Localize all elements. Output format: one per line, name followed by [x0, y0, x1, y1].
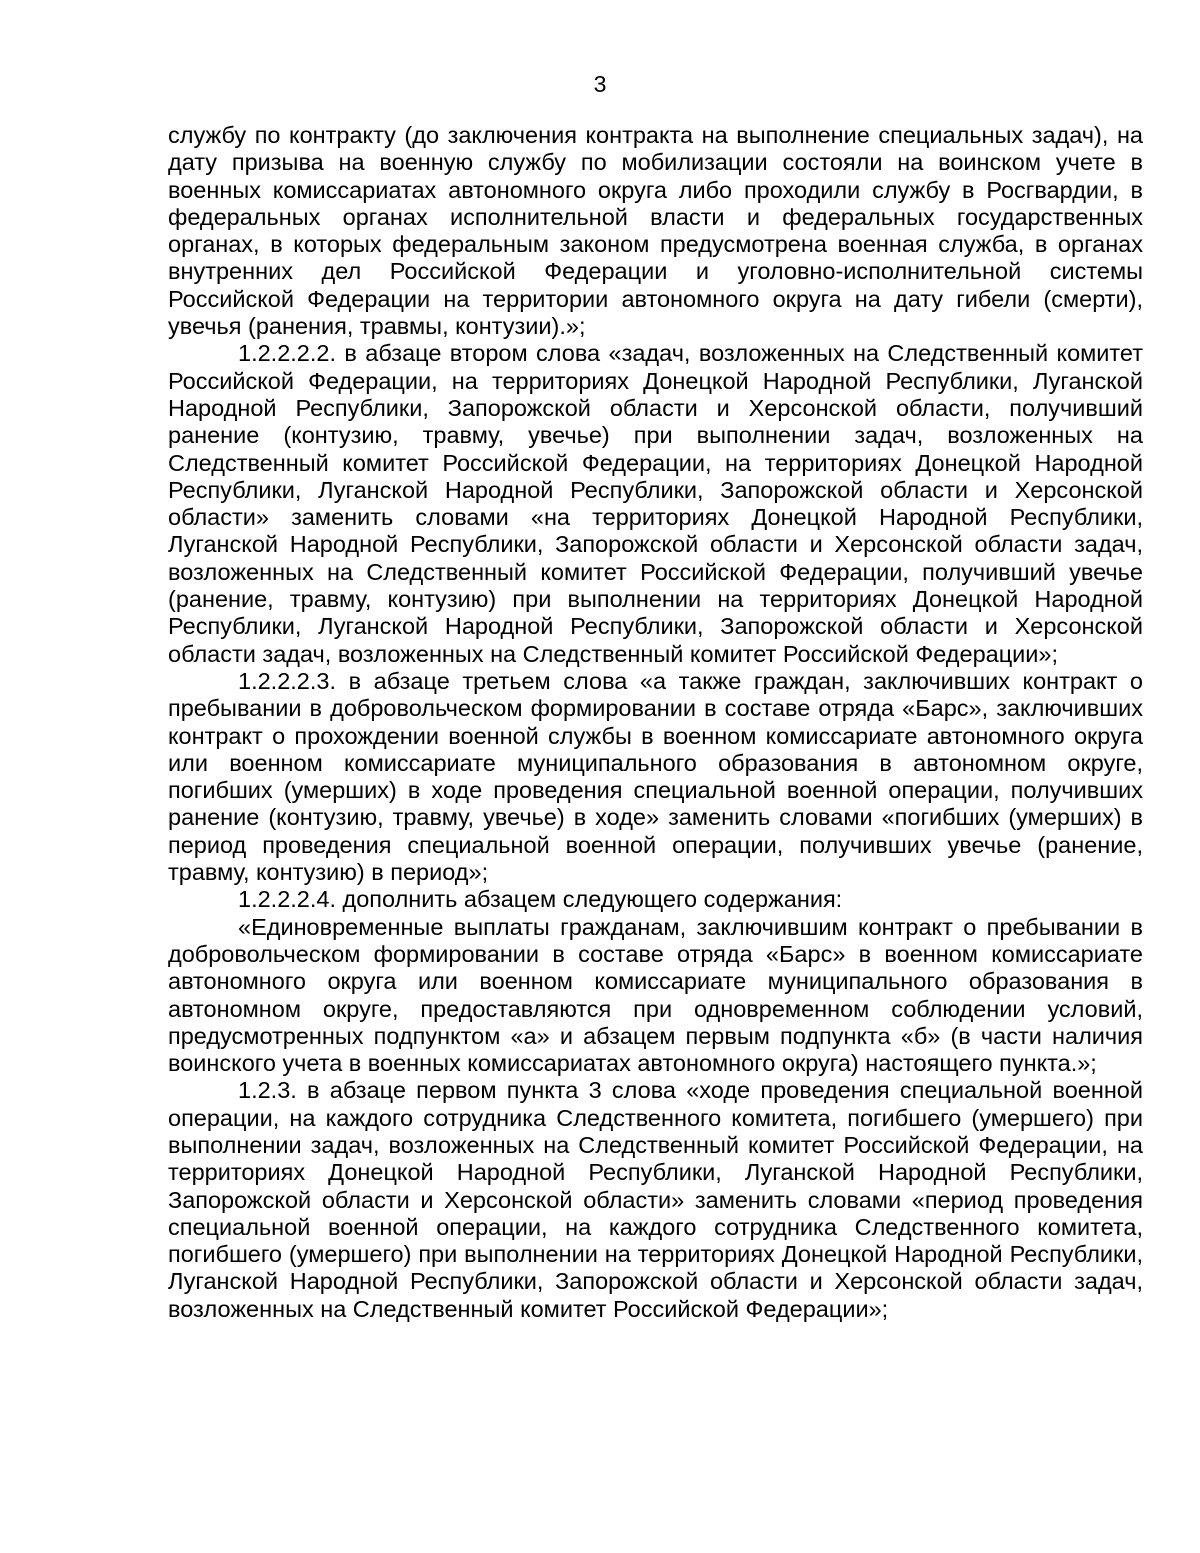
- page-number: 3: [593, 71, 607, 97]
- document-body: [168, 122, 1143, 1323]
- paragraph-1-2-2-2-2: 1.2.2.2.2. в абзаце втором слова «задач, возложенных на Следственный комитет Российской Федерации, на территориях Донецкой Народной Республики, Луганской Народной Республики, Запорожской области и Херсонской области, получивший ранение (контузию, травму, увечье) при выполнении задач, возложенных на Следственный комитет Российской Федерации, на территориях Донецкой Народной Республики, Луганской Народной Республики, Запорожской области и Херсонской области» заменить словами «на территориях Донецкой Народной Республики, Луганской Народной Республики, Запорожской области и Херсонской области задач, возложенных на Следственный комитет Российской Федерации, получивший увечье (ранение, травму, контузию) при выполнении на территориях Донецкой Народной Республики, Луганской Народной Республики, Запорожской области и Херсонской области задач, возложенных на Следственный комитет Российской Федерации»;: [168, 340, 1143, 667]
- paragraph-1-2-2-2-3: 1.2.2.2.3. в абзаце третьем слова «а также граждан, заключивших контракт о пребывании в добровольческом формировании в составе отряда «Барс», заключивших контракт о прохождении военной службы в военном комиссариате автономного округа или военном комиссариате муниципального образования в автономном округе, погибших (умерших) в ходе проведения специальной военной операции, получивших ранение (контузию, травму, увечье) в ходе» заменить словами «погибших (умерших) в период проведения специальной военной операции, получивших увечье (ранение, травму, контузию) в период»;: [168, 667, 1143, 886]
- paragraph-1-2-2-2-4: 1.2.2.2.4. дополнить абзацем следующего содержания:: [238, 886, 843, 913]
- paragraph-continuation: службу по контракту (до заключения контракта на выполнение специальных задач), на дату призыва на военную службу по мобилизации состояли на воинском учете в военных комиссариатах автономного округа либо проходили службу в Росгвардии, в федеральных органах исполнительной власти и федеральных государственных органах, в которых федеральным законом предусмотрена военная служба, в органах внутренних дел Российской Федерации и уголовно-исполнительной системы Российской Федерации на территории автономного округа на дату гибели (смерти), увечья (ранения, травмы, контузии).»;: [168, 122, 1143, 340]
- paragraph-added-abzac: «Единовременные выплаты гражданам, заключившим контракт о пребывании в добровольческом формировании в составе отряда «Барс» в военном комиссариате автономного округа или военном комиссариате муниципального образования в автономном округе, предоставляются при одновременном соблюдении условий, предусмотренных подпунктом «а» и абзацем первым подпункта «б» (в части наличия воинского учета в военных комиссариатах автономного округа) настоящего пункта.»;: [168, 913, 1143, 1077]
- paragraph-1-2-3: 1.2.3. в абзаце первом пункта 3 слова «ходе проведения специальной военной операции, на каждого сотрудника Следственного комитета, погибшего (умершего) при выполнении задач, возложенных на Следственный комитет Российской Федерации, на территориях Донецкой Народной Республики, Луганской Народной Республики, Запорожской области и Херсонской области» заменить словами «период проведения специальной военной операции, на каждого сотрудника Следственного комитета, погибшего (умершего) при выполнении на территориях Донецкой Народной Республики, Луганской Народной Республики, Запорожской области и Херсонской области задач, возложенных на Следственный комитет Российской Федерации»;: [168, 1077, 1143, 1322]
